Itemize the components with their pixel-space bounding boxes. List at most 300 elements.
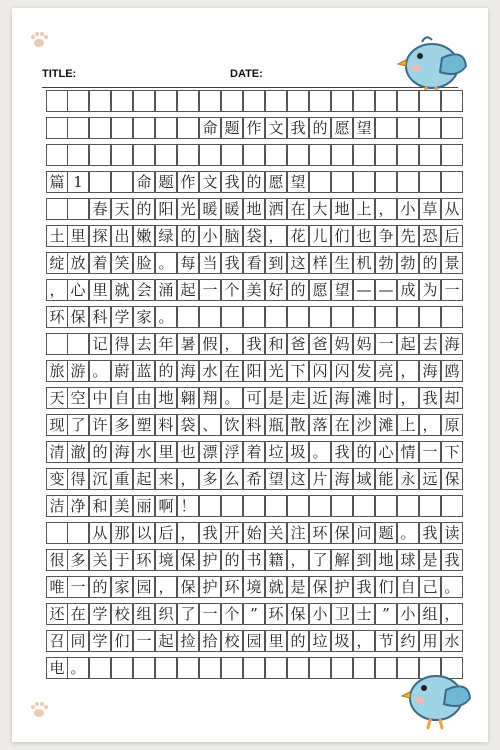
grid-cell: 园 <box>243 630 265 652</box>
grid-cell: ， <box>46 279 68 301</box>
grid-row <box>46 198 464 220</box>
title-label: TITLE: <box>42 68 77 80</box>
grid-cell: 一 <box>375 333 397 355</box>
grid-cell: 塑 <box>133 414 155 436</box>
grid-cell: 袋 <box>243 225 265 247</box>
grid-cell: 望 <box>353 117 375 139</box>
grid-cell <box>353 306 375 328</box>
grid-cell <box>177 117 199 139</box>
grid-cell <box>67 333 89 355</box>
grid-cell: 地 <box>375 549 397 571</box>
grid-cell: 这 <box>287 252 309 274</box>
grid-cell <box>265 657 287 679</box>
grid-cell: 片 <box>309 468 331 490</box>
grid-cell: 环 <box>46 306 68 328</box>
grid-cell <box>133 144 155 166</box>
grid-cell: 水 <box>441 630 463 652</box>
grid-cell: 海 <box>111 441 133 463</box>
grid-cell: 也 <box>177 441 199 463</box>
grid-cell <box>441 90 463 112</box>
grid-cell <box>353 171 375 193</box>
grid-cell <box>155 657 177 679</box>
grid-cell: 海 <box>441 333 463 355</box>
grid-cell: 去 <box>419 333 441 355</box>
grid-cell: 的 <box>177 225 199 247</box>
grid-cell: 到 <box>265 252 287 274</box>
grid-cell: 美 <box>243 279 265 301</box>
grid-cell <box>243 306 265 328</box>
grid-cell <box>67 117 89 139</box>
grid-cell: 环 <box>133 549 155 571</box>
grid-cell: 约 <box>397 630 419 652</box>
grid-cell: 自 <box>111 387 133 409</box>
grid-cell: 域 <box>353 468 375 490</box>
grid-cell: 光 <box>177 198 199 220</box>
grid-cell <box>67 522 89 544</box>
grid-cell <box>221 144 243 166</box>
grid-cell: 望 <box>331 279 353 301</box>
grid-cell: 题 <box>221 117 243 139</box>
grid-cell: 命 <box>199 117 221 139</box>
grid-cell: 笑 <box>111 252 133 274</box>
grid-cell <box>441 306 463 328</box>
grid-row <box>46 468 464 490</box>
grid-cell: 空 <box>67 387 89 409</box>
grid-cell: 保 <box>177 576 199 598</box>
grid-cell: 小 <box>199 225 221 247</box>
grid-cell: 问 <box>353 522 375 544</box>
grid-cell: 这 <box>287 468 309 490</box>
grid-cell: 能 <box>375 468 397 490</box>
grid-cell <box>397 306 419 328</box>
grid-cell: 好 <box>265 279 287 301</box>
grid-cell: 探 <box>89 225 111 247</box>
grid-cell: 保 <box>287 603 309 625</box>
grid-cell <box>111 117 133 139</box>
grid-cell: 生 <box>331 252 353 274</box>
grid-cell: 暑 <box>177 333 199 355</box>
grid-cell: 。 <box>155 306 177 328</box>
grid-cell <box>441 171 463 193</box>
grid-cell: 是 <box>287 576 309 598</box>
grid-cell: 己 <box>419 576 441 598</box>
grid-cell <box>243 90 265 112</box>
grid-cell: 我 <box>419 387 441 409</box>
grid-cell: 还 <box>46 603 68 625</box>
grid-cell: 一 <box>67 576 89 598</box>
grid-cell: 出 <box>111 225 133 247</box>
grid-cell <box>133 90 155 112</box>
grid-row <box>46 630 464 652</box>
grid-cell: 滩 <box>375 414 397 436</box>
grid-cell <box>397 495 419 517</box>
grid-cell: ， <box>287 549 309 571</box>
grid-cell: 。 <box>221 387 243 409</box>
grid-cell: 召 <box>46 630 68 652</box>
grid-cell: 的 <box>155 360 177 382</box>
grid-row <box>46 90 464 112</box>
grid-cell: 闪 <box>331 360 353 382</box>
grid-cell: ” <box>375 603 397 625</box>
grid-cell: 妈 <box>331 333 353 355</box>
grid-cell: 就 <box>265 576 287 598</box>
grid-cell <box>177 657 199 679</box>
grid-cell <box>199 90 221 112</box>
worksheet-page <box>12 8 488 742</box>
grid-cell <box>46 117 68 139</box>
grid-cell: 假 <box>199 333 221 355</box>
grid-cell: 了 <box>177 603 199 625</box>
grid-cell <box>133 657 155 679</box>
grid-cell: 学 <box>111 306 133 328</box>
grid-cell: 光 <box>265 360 287 382</box>
grid-cell: 么 <box>221 468 243 490</box>
grid-cell <box>419 495 441 517</box>
grid-cell: ， <box>397 360 419 382</box>
grid-cell: 始 <box>243 522 265 544</box>
grid-cell: 地 <box>331 198 353 220</box>
grid-cell: 料 <box>243 414 265 436</box>
grid-cell: 保 <box>331 522 353 544</box>
grid-cell <box>309 144 331 166</box>
grid-cell: 机 <box>353 252 375 274</box>
grid-cell: 海 <box>419 360 441 382</box>
grid-cell <box>265 144 287 166</box>
grid-cell: 起 <box>177 279 199 301</box>
grid-cell <box>177 90 199 112</box>
grid-cell <box>419 306 441 328</box>
grid-cell: 下 <box>441 441 463 463</box>
grid-cell <box>46 333 68 355</box>
grid-cell: — <box>353 279 375 301</box>
grid-cell: 后 <box>441 225 463 247</box>
grid-cell: 校 <box>221 630 243 652</box>
grid-cell: 景 <box>441 252 463 274</box>
grid-cell: ， <box>265 225 287 247</box>
grid-cell: 闪 <box>309 360 331 382</box>
grid-cell: 蔚 <box>111 360 133 382</box>
grid-row <box>46 360 464 382</box>
grid-cell: 到 <box>353 549 375 571</box>
grid-cell <box>243 144 265 166</box>
grid-cell <box>89 90 111 112</box>
grid-cell: 翱 <box>177 387 199 409</box>
grid-cell: 多 <box>199 468 221 490</box>
grid-cell: 里 <box>155 441 177 463</box>
grid-row <box>46 603 464 625</box>
grid-cell <box>155 117 177 139</box>
grid-cell: 去 <box>133 333 155 355</box>
grid-cell: 浮 <box>221 441 243 463</box>
grid-cell: 情 <box>397 441 419 463</box>
grid-row <box>46 576 464 598</box>
grid-cell <box>89 117 111 139</box>
grid-cell: 。 <box>441 576 463 598</box>
grid-cell: 为 <box>419 279 441 301</box>
grid-cell <box>243 657 265 679</box>
grid-cell: 我 <box>419 522 441 544</box>
grid-cell: 保 <box>309 576 331 598</box>
grid-row <box>46 117 464 139</box>
grid-cell: 得 <box>111 333 133 355</box>
grid-cell: 篇 <box>46 171 68 193</box>
grid-cell: 境 <box>243 576 265 598</box>
paw-print-icon <box>30 702 48 718</box>
grid-cell: 洁 <box>46 495 68 517</box>
grid-cell: 勃 <box>397 252 419 274</box>
grid-cell: 先 <box>397 225 419 247</box>
grid-cell: 勃 <box>375 252 397 274</box>
grid-cell <box>331 495 353 517</box>
grid-cell: 的 <box>133 198 155 220</box>
grid-row <box>46 495 464 517</box>
grid-cell <box>419 117 441 139</box>
grid-cell: 重 <box>111 468 133 490</box>
grid-cell: 护 <box>331 576 353 598</box>
grid-cell: 在 <box>331 414 353 436</box>
grid-cell: 下 <box>287 360 309 382</box>
grid-cell: 的 <box>287 279 309 301</box>
grid-cell: 的 <box>287 630 309 652</box>
grid-cell <box>287 90 309 112</box>
grid-cell <box>67 198 89 220</box>
grid-row <box>46 522 464 544</box>
grid-cell: 捡 <box>177 630 199 652</box>
grid-cell: 洒 <box>265 198 287 220</box>
grid-cell <box>199 657 221 679</box>
grid-cell: 我 <box>441 549 463 571</box>
grid-cell: 一 <box>441 279 463 301</box>
grid-cell <box>375 90 397 112</box>
grid-cell <box>309 495 331 517</box>
grid-cell: 文 <box>265 117 287 139</box>
grid-cell: 会 <box>133 279 155 301</box>
grid-cell: 海 <box>177 360 199 382</box>
grid-cell: 旅 <box>46 360 68 382</box>
grid-cell <box>331 306 353 328</box>
grid-cell: 天 <box>46 387 68 409</box>
grid-cell <box>419 144 441 166</box>
grid-cell: 里 <box>67 225 89 247</box>
grid-cell: 们 <box>111 630 133 652</box>
grid-cell: 自 <box>397 576 419 598</box>
grid-cell: 争 <box>375 225 397 247</box>
grid-cell <box>331 90 353 112</box>
grid-cell: 。 <box>155 252 177 274</box>
grid-cell: 环 <box>309 522 331 544</box>
grid-cell: 。 <box>309 441 331 463</box>
grid-cell: 漂 <box>199 441 221 463</box>
grid-cell: 的 <box>309 117 331 139</box>
grid-cell: 年 <box>155 333 177 355</box>
grid-cell <box>265 495 287 517</box>
grid-cell: 永 <box>397 468 419 490</box>
grid-cell <box>331 144 353 166</box>
grid-cell: 天 <box>111 198 133 220</box>
grid-cell: 的 <box>419 252 441 274</box>
grid-cell: 嫩 <box>133 225 155 247</box>
grid-cell: 料 <box>155 414 177 436</box>
grid-cell <box>221 90 243 112</box>
grid-cell: 。 <box>89 360 111 382</box>
grid-cell: 也 <box>353 225 375 247</box>
grid-cell: 学 <box>89 603 111 625</box>
grid-cell: 近 <box>309 387 331 409</box>
grid-cell: 恐 <box>419 225 441 247</box>
grid-cell: 命 <box>133 171 155 193</box>
grid-cell <box>309 171 331 193</box>
grid-cell <box>397 117 419 139</box>
grid-cell <box>243 495 265 517</box>
grid-row <box>46 144 464 166</box>
grid-cell: 脸 <box>133 252 155 274</box>
grid-cell: ” <box>243 603 265 625</box>
grid-cell <box>375 171 397 193</box>
grid-cell: 注 <box>287 522 309 544</box>
grid-cell: 和 <box>89 495 111 517</box>
grid-cell <box>133 117 155 139</box>
grid-cell: 园 <box>133 576 155 598</box>
grid-cell: 们 <box>331 225 353 247</box>
grid-cell: 散 <box>287 414 309 436</box>
grid-cell: 得 <box>67 468 89 490</box>
grid-cell: 读 <box>441 522 463 544</box>
grid-cell <box>287 144 309 166</box>
grid-cell: 从 <box>89 522 111 544</box>
grid-cell: 我 <box>287 117 309 139</box>
grid-cell: 心 <box>67 279 89 301</box>
grid-cell: 护 <box>199 549 221 571</box>
grid-cell <box>265 306 287 328</box>
grid-cell: 地 <box>155 387 177 409</box>
grid-cell: 心 <box>375 441 397 463</box>
grid-cell: 保 <box>441 468 463 490</box>
grid-cell: 环 <box>221 576 243 598</box>
grid-cell: 。 <box>397 522 419 544</box>
grid-cell: 是 <box>265 387 287 409</box>
grid-cell: ， <box>177 522 199 544</box>
grid-cell: 的 <box>353 441 375 463</box>
grid-cell <box>375 117 397 139</box>
grid-cell: 起 <box>397 333 419 355</box>
grid-cell <box>67 90 89 112</box>
grid-cell: 记 <box>89 333 111 355</box>
grid-cell: 。 <box>67 657 89 679</box>
grid-cell <box>397 171 419 193</box>
grid-cell <box>419 90 441 112</box>
grid-cell: 我 <box>353 576 375 598</box>
grid-cell: 着 <box>243 441 265 463</box>
grid-cell: 上 <box>353 198 375 220</box>
grid-cell: 望 <box>265 468 287 490</box>
grid-row <box>46 441 464 463</box>
grid-cell <box>287 495 309 517</box>
grid-cell <box>111 144 133 166</box>
grid-cell <box>67 144 89 166</box>
grid-cell: ， <box>375 198 397 220</box>
grid-cell: 落 <box>309 414 331 436</box>
grid-cell <box>441 117 463 139</box>
grid-cell: 一 <box>133 630 155 652</box>
grid-cell: 发 <box>353 360 375 382</box>
grid-cell: 境 <box>155 549 177 571</box>
grid-cell: 饮 <box>221 414 243 436</box>
grid-cell: 我 <box>221 171 243 193</box>
grid-cell: 阳 <box>155 198 177 220</box>
grid-row <box>46 414 464 436</box>
grid-cell: 许 <box>89 414 111 436</box>
grid-cell: 起 <box>133 468 155 490</box>
grid-cell <box>397 144 419 166</box>
grid-cell: 来 <box>155 468 177 490</box>
grid-cell: 作 <box>177 171 199 193</box>
grid-cell <box>419 171 441 193</box>
grid-cell <box>265 90 287 112</box>
grid-cell <box>46 522 68 544</box>
grid-cell: 一 <box>199 279 221 301</box>
grid-cell: 沉 <box>89 468 111 490</box>
grid-cell: 变 <box>46 468 68 490</box>
grid-cell: 翔 <box>199 387 221 409</box>
grid-cell: 我 <box>243 333 265 355</box>
grid-cell: 一 <box>199 603 221 625</box>
grid-cell <box>111 90 133 112</box>
grid-cell: — <box>375 279 397 301</box>
grid-cell: 书 <box>243 549 265 571</box>
grid-cell: 科 <box>89 306 111 328</box>
grid-cell <box>221 495 243 517</box>
grid-cell: 环 <box>265 603 287 625</box>
grid-cell <box>177 144 199 166</box>
grid-cell: 妈 <box>353 333 375 355</box>
grid-cell: 远 <box>419 468 441 490</box>
grid-cell: 的 <box>89 576 111 598</box>
grid-cell: 放 <box>67 252 89 274</box>
grid-cell <box>309 306 331 328</box>
grid-cell: 却 <box>441 387 463 409</box>
grid-row <box>46 387 464 409</box>
grid-cell: 从 <box>441 198 463 220</box>
grid-row <box>46 252 464 274</box>
grid-cell: 在 <box>67 603 89 625</box>
grid-cell: 关 <box>265 522 287 544</box>
grid-cell: ， <box>419 414 441 436</box>
grid-cell <box>375 144 397 166</box>
grid-cell: 的 <box>89 441 111 463</box>
grid-cell: 、 <box>199 414 221 436</box>
grid-cell: 个 <box>221 279 243 301</box>
grid-cell: 家 <box>111 576 133 598</box>
grid-cell: 小 <box>309 603 331 625</box>
grid-row <box>46 171 464 193</box>
grid-row <box>46 549 464 571</box>
grid-cell: ， <box>155 576 177 598</box>
grid-cell <box>221 306 243 328</box>
grid-cell: 了 <box>67 414 89 436</box>
grid-cell: 籍 <box>265 549 287 571</box>
grid-cell: 鸥 <box>441 360 463 382</box>
grid-cell: 望 <box>287 171 309 193</box>
grid-cell: 地 <box>243 198 265 220</box>
grid-cell: 儿 <box>309 225 331 247</box>
grid-cell: 开 <box>221 522 243 544</box>
grid-cell <box>353 144 375 166</box>
grid-cell: 着 <box>89 252 111 274</box>
grid-cell: 里 <box>265 630 287 652</box>
grid-cell: 保 <box>67 306 89 328</box>
grid-cell: 愿 <box>265 171 287 193</box>
grid-cell: 同 <box>67 630 89 652</box>
